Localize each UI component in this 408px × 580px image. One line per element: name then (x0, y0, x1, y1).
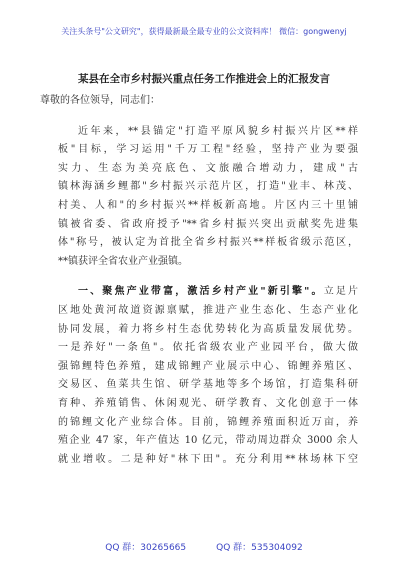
section-1-line-3: 协同发展，着力将乡村生态优势转化为高质量发展优势。 (58, 323, 358, 335)
paragraph-1-line-4: 镇林海涵乡鲤都"乡村振兴示范片区，打造"业丰、林茂、 (58, 181, 358, 193)
paragraph-1-line-6: 镇被省委、省政府授予"**省乡村振兴突出贡献奖先进集 (58, 218, 358, 230)
footer-qq-groups (0, 540, 408, 553)
document-title: 某县在全市乡村振兴重点任务工作推进会上的汇报发言 (78, 73, 330, 85)
header-promo-note: 关注头条号"公文研究"，获得最新最全最专业的公文资料库！ 微信：gongwenyj (61, 27, 347, 36)
section-1-line-8: 的锦鲤文化产业综合体。目前，锦鲤养殖面积近万亩，养 (58, 416, 358, 428)
paragraph-1-line-8: **镇获评全省农业产业强镇。 (58, 255, 188, 267)
document-body (40, 92, 358, 469)
paragraph-1-line-3: 实力、生态为美亮底色、文旅融合增动力，建成"古 (58, 162, 358, 174)
section-1-line-2: 区地处黄河故道资源禀赋，推进产业生态化、生态产业化 (58, 304, 358, 316)
paragraph-1-line-7: 体"称号，被认定为首批全省乡村振兴**样板省级示范区， (58, 237, 358, 249)
section-1-heading: 一、聚焦产业带富，激活乡村产业"新引擎"。 (78, 286, 324, 298)
section-1-line-5: 强锦鲤特色养殖，建成锦鲤产业展示中心、锦鲤养殖区、 (58, 360, 358, 372)
section-1-line-6: 交易区、鱼菜共生馆、研学基地等多个场馆，打造集科研 (58, 379, 358, 391)
paragraph-1-line-1: 近年来，**县锚定"打造平原风貌乡村振兴片区**样 (78, 125, 358, 137)
footer-qq-group-1: QQ 群：30265665 (105, 543, 187, 553)
section-1-line-7: 育种、养殖销售、休闲观光、研学教育、文化创意于一体 (58, 397, 358, 409)
section-1-line-10: 就业增收。二是种好"林下田"。充分利用**林场林下空 (58, 453, 358, 465)
paragraph-1-line-5: 村美、人和"的乡村振兴**样板新高地。片区内三十里铺 (58, 199, 358, 211)
salutation: 尊敬的各位领导，同志们： (40, 95, 160, 106)
section-1-line-4: 一是养好"一条鱼"。依托省级农业产业园平台，做大做 (58, 342, 358, 354)
section-1-line-9: 殖企业 47 家，年产值达 10 亿元，带动周边群众 3000 余人 (58, 435, 358, 447)
footer-qq-group-2: QQ 群：535304092 (216, 543, 303, 553)
paragraph-1-line-2: 板"目标，学习运用"千万工程"经验，坚持产业为要强 (58, 144, 358, 156)
section-1-line-1: 一、聚焦产业带富，激活乡村产业"新引擎"。立足片 (78, 286, 358, 298)
